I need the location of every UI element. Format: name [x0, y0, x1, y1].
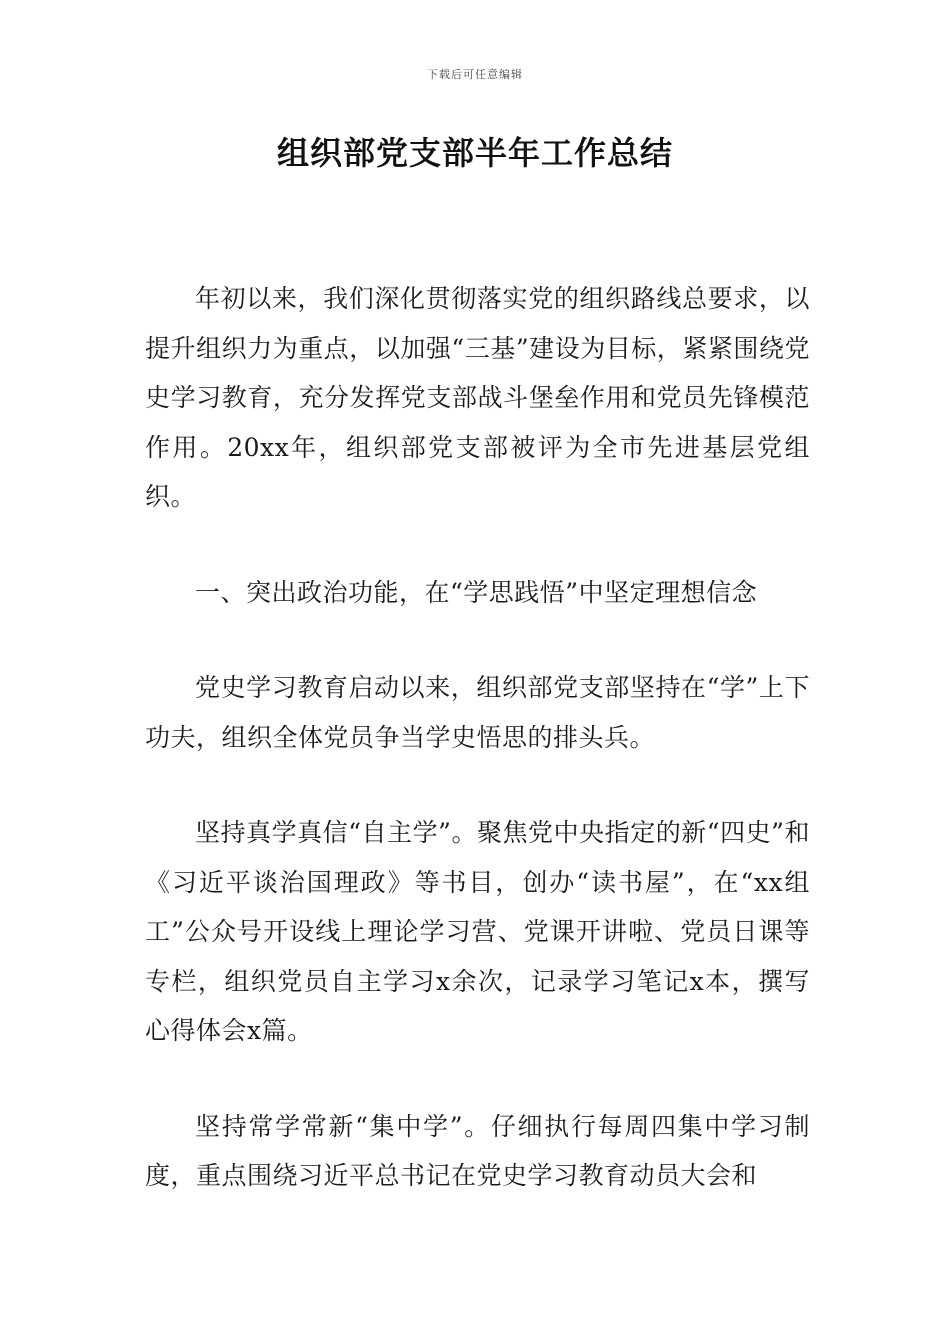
paragraph: 坚持常学常新“集中学”。仔细执行每周四集中学习制度，重点围绕习近平总书记在党史学习教育动员大会和: [145, 1111, 810, 1190]
paragraph-gap: [145, 1056, 810, 1102]
section-heading: 一、突出政治功能，在“学思践悟”中坚定理想信念: [195, 577, 758, 607]
paragraph-gap: [145, 522, 810, 568]
paragraph-gap: [145, 617, 810, 663]
header-note: 下载后可任意编辑: [427, 68, 523, 81]
paragraph: 党史学习教育启动以来，组织部党支部坚持在“学”上下功夫，组织全体党员争当学史悟思的排头兵。: [145, 673, 810, 752]
document-title: 组织部党支部半年工作总结: [276, 134, 673, 172]
paragraph: 坚持真学真信“自主学”。聚焦党中央指定的新“四史”和《习近平谈治国理政》等书目，创办“读书屋”，在“xx组工”公众号开设线上理论学习营、党课开讲啦、党员日课等专栏，组织党员自主学习x余次，记录学习笔记x本，撰写心得体会x篇。: [145, 818, 811, 1045]
document-body: [145, 274, 810, 1201]
paragraph-gap: [145, 762, 810, 808]
paragraph-intro: 年初以来，我们深化贯彻落实党的组织路线总要求，以提升组织力为重点，以加强“三基”建设为目标，紧紧围绕党史学习教育，充分发挥党支部战斗堡垒作用和党员先锋模范作用。20xx年，组织部党支部被评为全市先进基层党组织。: [145, 284, 810, 511]
